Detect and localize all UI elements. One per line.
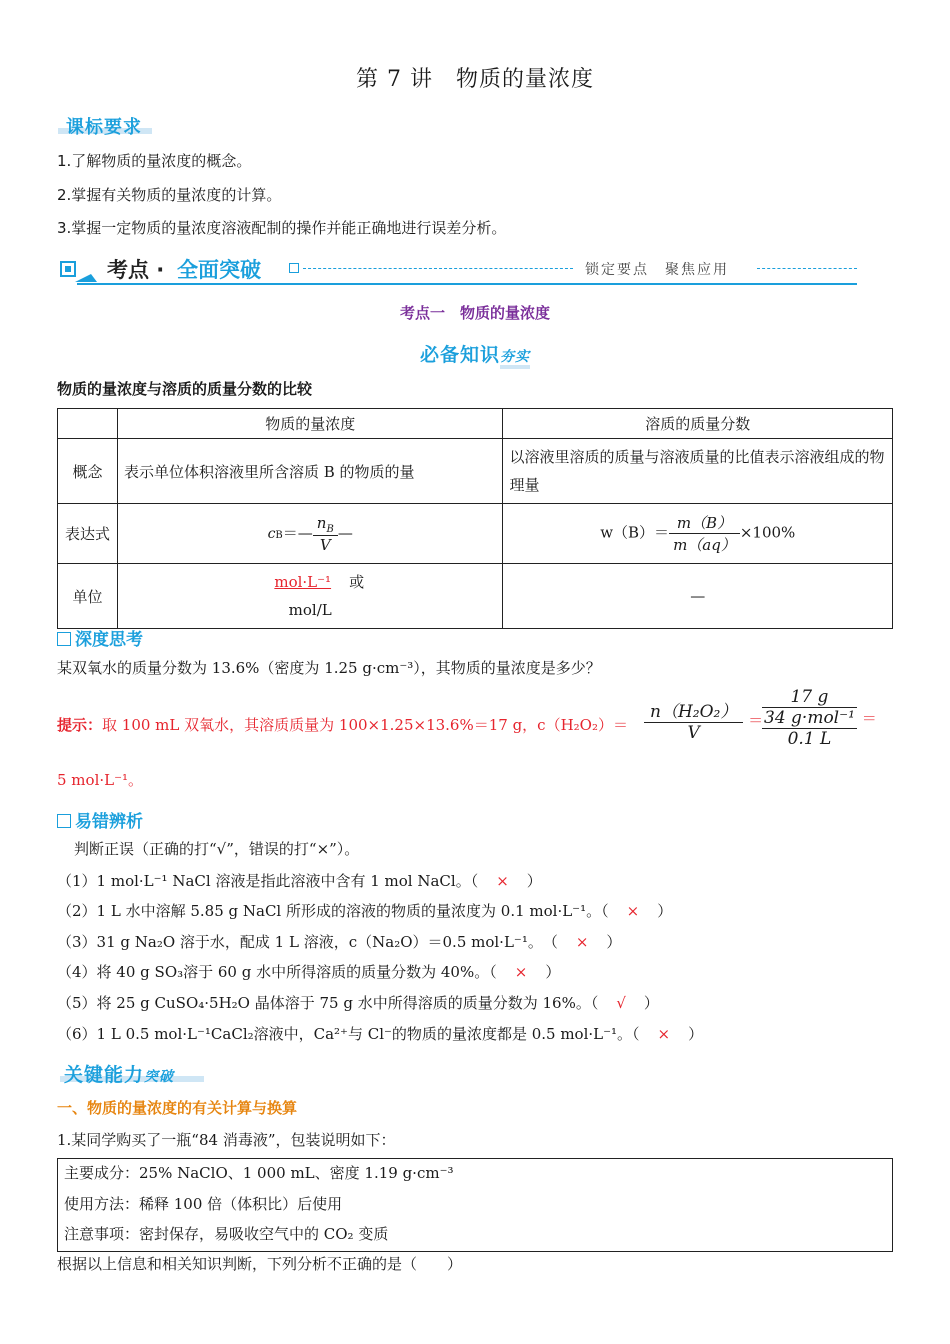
ability-heading: 一、物质的量浓度的有关计算与换算 (57, 1099, 298, 1117)
page-title: 第 7 讲 物质的量浓度 (356, 67, 594, 92)
banner-underline (77, 283, 857, 285)
judgement-item (57, 992, 659, 1013)
row-label: 表达式 (58, 504, 118, 564)
judgement-end: ） (643, 994, 659, 1012)
fraction-denominator (762, 708, 857, 749)
checkbox-square-icon (57, 814, 71, 828)
ability-badge (64, 1060, 174, 1087)
judgement-item (57, 900, 672, 921)
hint-formula-2 (762, 687, 877, 749)
product-info-box (57, 1158, 893, 1252)
table-row (58, 564, 893, 629)
table-cell (58, 409, 118, 439)
formula-suffix: — (337, 523, 353, 542)
unit-or: 或 (349, 573, 365, 591)
section-banner (57, 252, 857, 288)
info-line: 主要成分：25% NaClO、1 000 mL、密度 1.19 g·cm⁻³ (64, 1164, 454, 1182)
hint-formula (644, 697, 763, 743)
hint-text: 取 100 mL 双氧水，其溶质质量为 100×1.25×13.6%＝17 g，c（H₂O₂）＝ (102, 716, 628, 734)
ability-badge-text: 关键能力 (64, 1064, 145, 1086)
judgement-end: ） (606, 933, 622, 951)
judgement-mark: × (626, 902, 640, 920)
requirement-item: 1.了解物质的量浓度的概念。 (57, 152, 252, 170)
judgement-end: ） (688, 1025, 704, 1043)
knowledge-badge-suffix: 夯实 (500, 349, 530, 369)
row-label: 概念 (58, 439, 118, 504)
info-line: 注意事项：密封保存，易吸收空气中的 CO₂ 变质 (64, 1225, 389, 1243)
requirements-badge: 课标要求 (66, 117, 142, 138)
hint-result: 5 mol·L⁻¹。 (57, 771, 144, 789)
banner-right-text: 锁定要点 聚焦应用 (585, 262, 729, 278)
formula-fraction (762, 687, 857, 749)
fraction-numerator: 17 g (762, 687, 857, 708)
hint-line (57, 714, 628, 735)
table-cell: — (503, 564, 893, 629)
comparison-table (57, 408, 893, 629)
fraction-numerator: n (316, 513, 327, 532)
fraction-inner-numerator: 34 g·mol⁻¹ (764, 708, 855, 728)
judgement-item (57, 1023, 703, 1044)
fraction-denominator: m（aq） (673, 536, 736, 554)
deep-think-label (57, 625, 143, 650)
row-label: 单位 (58, 564, 118, 629)
judgement-item (57, 961, 560, 982)
ability-badge-suffix: 突破 (144, 1069, 175, 1085)
judgement-mark: × (657, 1025, 671, 1043)
knowledge-badge-text: 必备知识 (419, 344, 500, 366)
formula-fraction (644, 697, 743, 743)
question-1: 1.某同学购买了一瓶“84 消毒液”，包装说明如下： (57, 1131, 396, 1149)
table-row (58, 439, 893, 504)
judgement-end: ） (526, 872, 542, 890)
section-heading: 考点一 物质的量浓度 (399, 304, 550, 322)
judgement-item (57, 870, 542, 891)
formula-suffix: ×100% (739, 523, 796, 542)
formula-fraction (313, 514, 338, 554)
table-row (58, 409, 893, 439)
requirement-item: 3.掌握一定物质的量浓度溶液配制的操作并能正确地进行误差分析。 (57, 219, 507, 237)
equals-sign: ＝ (861, 709, 877, 728)
judgement-text: （4）将 40 g SO₃溶于 60 g 水中所得溶质的质量分数为 40%。（ (57, 963, 497, 981)
table-header: 溶质的质量分数 (503, 409, 893, 439)
question-prompt: 根据以上信息和相关知识判断，下列分析不正确的是（ ） (57, 1255, 463, 1273)
fraction-numerator: n（H₂O₂） (644, 697, 743, 723)
banner-square-icon (289, 263, 299, 273)
judgement-end: ） (545, 963, 561, 981)
banner-label: 考点 · (107, 258, 165, 282)
error-analysis-text: 易错辨析 (75, 812, 143, 832)
formula-eq: ＝— (282, 523, 313, 542)
table-cell: 以溶液里溶质的质量与溶液质量的比值表示溶液组成的物理量 (503, 439, 893, 504)
fraction-numerator: m（B） (669, 512, 740, 534)
unit-cell (117, 564, 503, 629)
requirement-item: 2.掌握有关物质的量浓度的计算。 (57, 186, 282, 204)
deep-think-question: 某双氧水的质量分数为 13.6%（密度为 1.25 g·cm⁻³），其物质的量浓度是多少？ (57, 659, 601, 677)
judgement-text: （6）1 L 0.5 mol·L⁻¹CaCl₂溶液中，Ca²⁺与 Cl⁻的物质的量浓度都是 0.5 mol·L⁻¹。（ (57, 1025, 640, 1043)
banner-dash (303, 268, 573, 269)
formula-fraction (669, 512, 740, 555)
table-header: 物质的量浓度 (117, 409, 503, 439)
unit-answer: mol·L⁻¹ (274, 573, 332, 591)
judgement-mark: × (575, 933, 589, 951)
formula-subscript: B (275, 529, 283, 541)
fraction-subscript: B (326, 523, 334, 535)
judgement-text: （3）31 g Na₂O 溶于水，配成 1 L 溶液，c（Na₂O）＝0.5 mol·L⁻¹。 （ (57, 933, 558, 951)
judgement-text: （2）1 L 水中溶解 5.85 g NaCl 所形成的溶液的物质的量浓度为 0.1 mol·L⁻¹。（ (57, 902, 609, 920)
info-line: 使用方法：稀释 100 倍（体积比）后使用 (64, 1195, 343, 1213)
fraction-inner-denominator: 0.1 L (787, 729, 832, 749)
fraction-denominator: V (319, 535, 331, 554)
error-analysis-intro: 判断正误（正确的打“√”，错误的打“×”）。 (74, 840, 360, 858)
table-cell: 表示单位体积溶液里所含溶质 B 的物质的量 (117, 439, 503, 504)
judgement-end: ） (657, 902, 673, 920)
judgement-mark: × (514, 963, 528, 981)
error-analysis-label (57, 807, 143, 832)
deep-think-text: 深度思考 (75, 630, 143, 650)
formula-prefix: w（B）＝ (600, 523, 670, 542)
checkbox-square-icon (57, 632, 71, 646)
fraction-denominator: V (687, 723, 700, 743)
formula-cell (117, 504, 503, 564)
table-title: 物质的量浓度与溶质的质量分数的比较 (57, 380, 313, 398)
judgement-mark: √ (616, 994, 626, 1012)
judgement-item (57, 931, 621, 952)
judgement-text: （1）1 mol·L⁻¹ NaCl 溶液是指此溶液中含有 1 mol NaCl。（ (57, 872, 479, 890)
judgement-mark: × (496, 872, 509, 890)
unit-alt: mol/L (288, 601, 332, 619)
banner-dash (757, 268, 857, 269)
banner-highlight: 全面突破 (177, 258, 261, 282)
knowledge-badge (0, 340, 950, 367)
judgement-text: （5）将 25 g CuSO₄·5H₂O 晶体溶于 75 g 水中所得溶质的质量分数为 16%。（ (57, 994, 599, 1012)
table-row (58, 504, 893, 564)
hint-label: 提示： (57, 716, 103, 734)
equals-sign: ＝ (748, 711, 764, 730)
formula-cell (503, 504, 893, 564)
formula-symbol: c (267, 525, 276, 542)
